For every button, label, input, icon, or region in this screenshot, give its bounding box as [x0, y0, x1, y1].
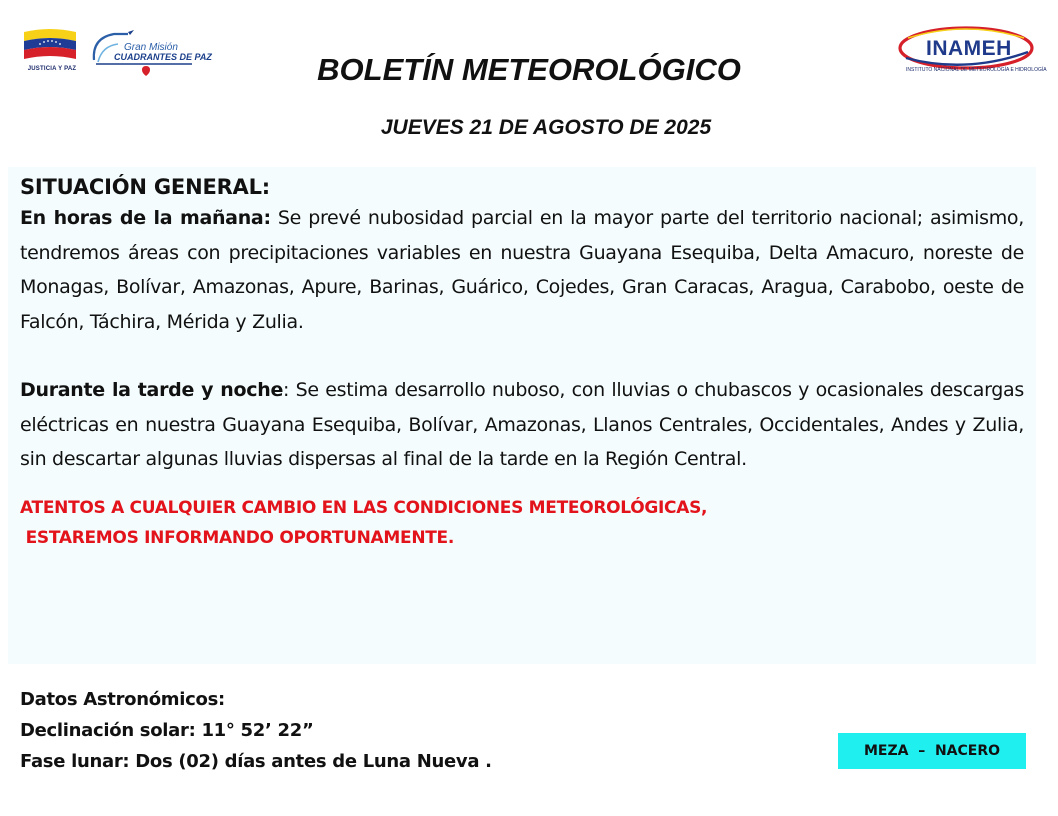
alert-line-2: ESTAREMOS INFORMANDO OPORTUNAMENTE.: [20, 527, 455, 548]
afternoon-label: Durante la tarde y noche: [20, 379, 284, 401]
bulletin-date: JUEVES 21 DE AGOSTO DE 2025: [380, 116, 712, 139]
moon-phase: Fase lunar: Dos (02) días antes de Luna Nueva .: [20, 751, 492, 772]
morning-label: En horas de la mañana:: [20, 207, 271, 229]
afternoon-text: : Se estima desarrollo nuboso, con lluvias o chubascos y ocasionales descargas eléctricas en nuestra Guayana Esequiba, Bolívar, Amazonas, Llanos Centrales, Occidentales, Andes y Zulia, sin descartar algunas lluvias dispersas al final de la tarde en la Región Central.: [20, 379, 1025, 470]
authors-badge: MEZA – NACERO: [838, 733, 1026, 769]
alert-line-1: ATENTOS A CUALQUIER CAMBIO EN LAS CONDICIONES METEOROLÓGICAS,: [20, 497, 708, 518]
astro-heading: Datos Astronómicos:: [20, 689, 225, 710]
ministry-caption: JUSTICIA Y PAZ: [27, 66, 77, 72]
afternoon-paragraph: [20, 373, 1024, 477]
morning-text: Se prevé nubosidad parcial en la mayor parte del territorio nacional; asimismo, tendremos áreas con precipitaciones variables en nuestra Guayana Esequiba, Delta Amacuro, noreste de Monagas, Bolívar, Amazonas, Apure, Barinas, Guárico, Cojedes, Gran Caracas, Aragua, Carabobo, oeste de Falcón, Táchira, Mérida y Zulia.: [20, 207, 1024, 333]
mision-line1: Gran Misión: [124, 42, 178, 53]
bulletin-title: BOLETÍN METEOROLÓGICO: [317, 52, 741, 87]
general-situation-panel: [8, 167, 1036, 664]
inameh-name: INAMEH: [926, 37, 1012, 60]
general-heading: SITUACIÓN GENERAL:: [20, 175, 270, 199]
mision-line2: CUADRANTES DE PAZ: [114, 52, 212, 62]
inameh-subtitle: INSTITUTO NACIONAL DE METEOROLOGÍA E HIDROLOGÍA: [906, 67, 1047, 73]
alert-notice: [20, 493, 1024, 553]
astronomical-data: [20, 684, 492, 777]
solar-declination: Declinación solar: 11° 52’ 22”: [20, 720, 314, 741]
morning-paragraph: [20, 201, 1024, 339]
